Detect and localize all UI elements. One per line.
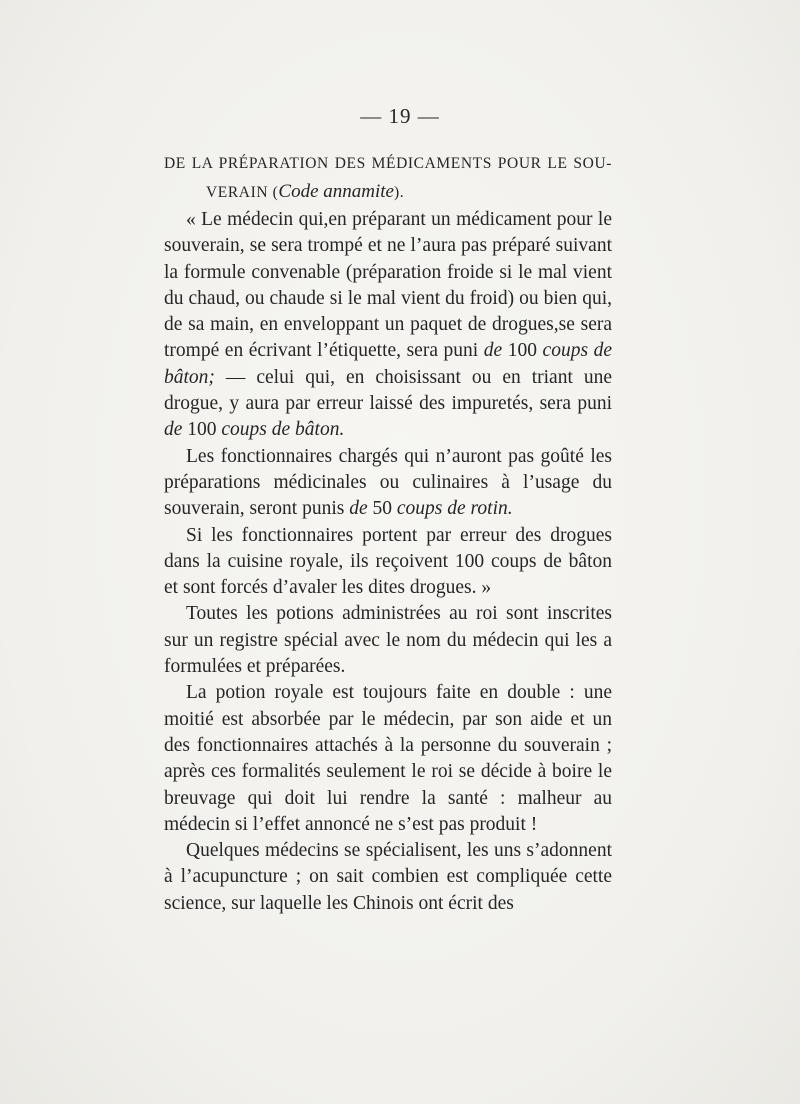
- heading-line-2: [164, 178, 612, 207]
- page-number: — 19 —: [360, 104, 440, 128]
- paragraph: [164, 680, 612, 838]
- text-segment: — celui qui, en choisissant ou en triant une drogue, y aura par erreur laissé des impuretés, sera puni: [164, 366, 612, 415]
- section-heading: [164, 150, 612, 207]
- text-segment: Les fonctionnaires chargés qui n’auront pas goûté les préparations médicinales ou culinaires à l’usage du souverain, seront punis: [164, 445, 612, 520]
- text-segment: Toutes les potions administrées au roi sont inscrites sur un registre spécial avec le nom du médecin qui les a formulées et préparées.: [164, 603, 612, 678]
- heading-paren-open: (: [272, 184, 279, 201]
- italic-text-segment: de: [349, 498, 368, 520]
- text-segment: Quelques médecins se spécialisent, les uns s’adonnent à l’acupuncture ; on sait combien est compliquée cette science, sur laquelle les Chinois ont écrit des: [164, 840, 612, 914]
- text-segment: 100: [502, 340, 543, 362]
- heading-line-1: DE LA PRÉPARATION DES MÉDICAMENTS POUR LE SOU-: [164, 155, 612, 172]
- heading-line-2-prefix: VERAIN: [206, 184, 269, 201]
- paragraph: [164, 523, 612, 602]
- text-segment: 100: [182, 419, 222, 441]
- italic-text-segment: coups de rotin.: [396, 498, 513, 520]
- italic-text-segment: coups de bâton.: [221, 419, 345, 441]
- italic-text-segment: de: [483, 340, 503, 362]
- paragraph: [164, 444, 612, 523]
- italic-text-segment: de: [164, 419, 183, 441]
- heading-code-reference: Code annamite: [278, 181, 394, 202]
- body-text: [164, 207, 612, 917]
- paragraph: [164, 207, 612, 444]
- heading-paren-close: ).: [393, 184, 405, 201]
- text-segment: « Le médecin qui,en préparant un médicament pour le souverain, se sera trompé et ne l’aura pas préparé suivant la formule convenable (préparation froide si le mal vient du chaud, ou chaude si le mal vient du froid) ou bien qui, de sa main, en enveloppant un paquet de drogues,se sera trompé en écrivant l’étiquette, sera puni: [164, 209, 612, 362]
- paragraph: [164, 601, 612, 680]
- text-segment: 50: [367, 498, 397, 520]
- paragraph: [164, 838, 612, 917]
- text-segment: La potion royale est toujours faite en double : une moitié est absorbée par le médecin, par son aide et un des fonctionnaires attachés à la personne du souverain ; après ces formalités seulement le roi se décide à boire le breuvage qui doit lui rendre la santé : malheur au médecin si l’effet annoncé ne s’est pas produit !: [164, 682, 612, 835]
- italic-text-segment: coups de bâton;: [164, 340, 613, 388]
- text-segment: Si les fonctionnaires portent par erreur des drogues dans la cuisine royale, ils reçoivent 100 coups de bâton et sont forcés d’avaler les dites drogues. »: [164, 524, 612, 599]
